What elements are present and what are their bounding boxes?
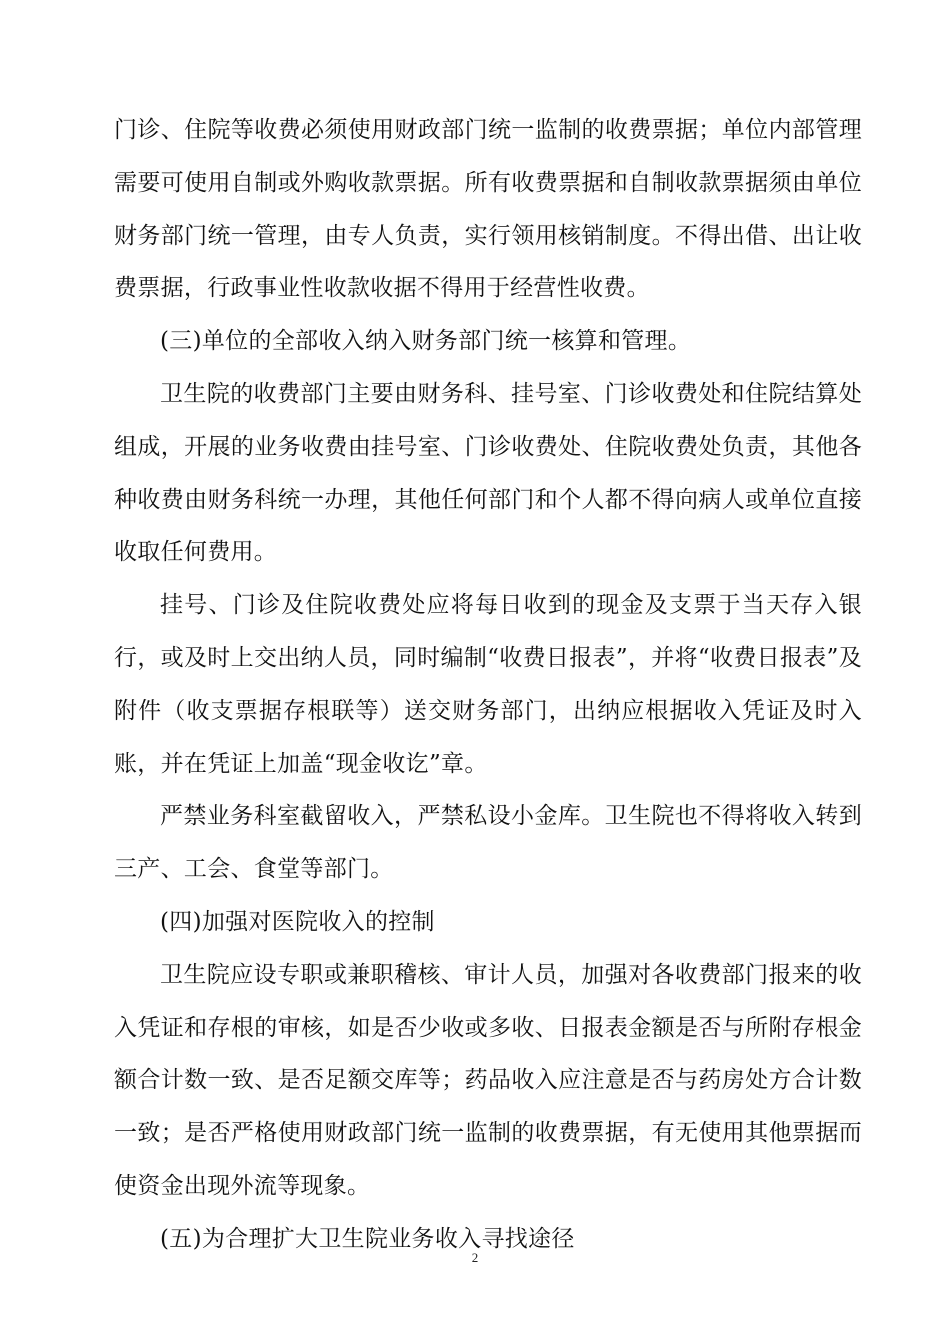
paragraph-audit-control: 卫生院应设专职或兼职稽核、审计人员，加强对各收费部门报来的收入凭证和存根的审核，如是否少收或多收、日报表金额是否与所附存根金额合计数一致、是否足额交库等；药品收入应注意是否与药房处方合计数一致；是否严格使用财政部门统一监制的收费票据，有无使用其他票据而使资金出现外流等现象。 xyxy=(114,961,862,1199)
page-number: 2 xyxy=(471,1250,479,1265)
paragraph-daily-deposit: 挂号、门诊及住院收费处应将每日收到的现金及支票于当天存入银行，或及时上交出纳人员，同时编制“收费日报表”，并将“收费日报表”及附件（收支票据存根联等）送交财务部门，出纳应根据收入凭证及时入账，并在凭证上加盖“现金收讫”章。 xyxy=(114,592,862,777)
document-body xyxy=(114,104,862,1266)
section-heading-5: (五)为合理扩大卫生院业务收入寻找途径 xyxy=(160,1225,575,1252)
paragraph-receipts: 门诊、住院等收费必须使用财政部门统一监制的收费票据；单位内部管理需要可使用自制或外购收款票据。所有收费票据和自制收款票据须由单位财务部门统一管理，由专人负责，实行领用核销制度。不得出借、出让收费票据，行政事业性收款收据不得用于经营性收费。 xyxy=(114,117,862,302)
paragraph-prohibitions: 严禁业务科室截留收入，严禁私设小金库。卫生院也不得将收入转到三产、工会、食堂等部门。 xyxy=(114,803,862,883)
section-heading-4: (四)加强对医院收入的控制 xyxy=(160,908,435,935)
section-heading-3: (三)单位的全部收入纳入财务部门统一核算和管理。 xyxy=(160,328,692,355)
paragraph-fee-departments: 卫生院的收费部门主要由财务科、挂号室、门诊收费处和住院结算处组成，开展的业务收费由挂号室、门诊收费处、住院收费处负责，其他各种收费由财务科统一办理，其他任何部门和个人都不得向病人或单位直接收取任何费用。 xyxy=(114,380,862,566)
